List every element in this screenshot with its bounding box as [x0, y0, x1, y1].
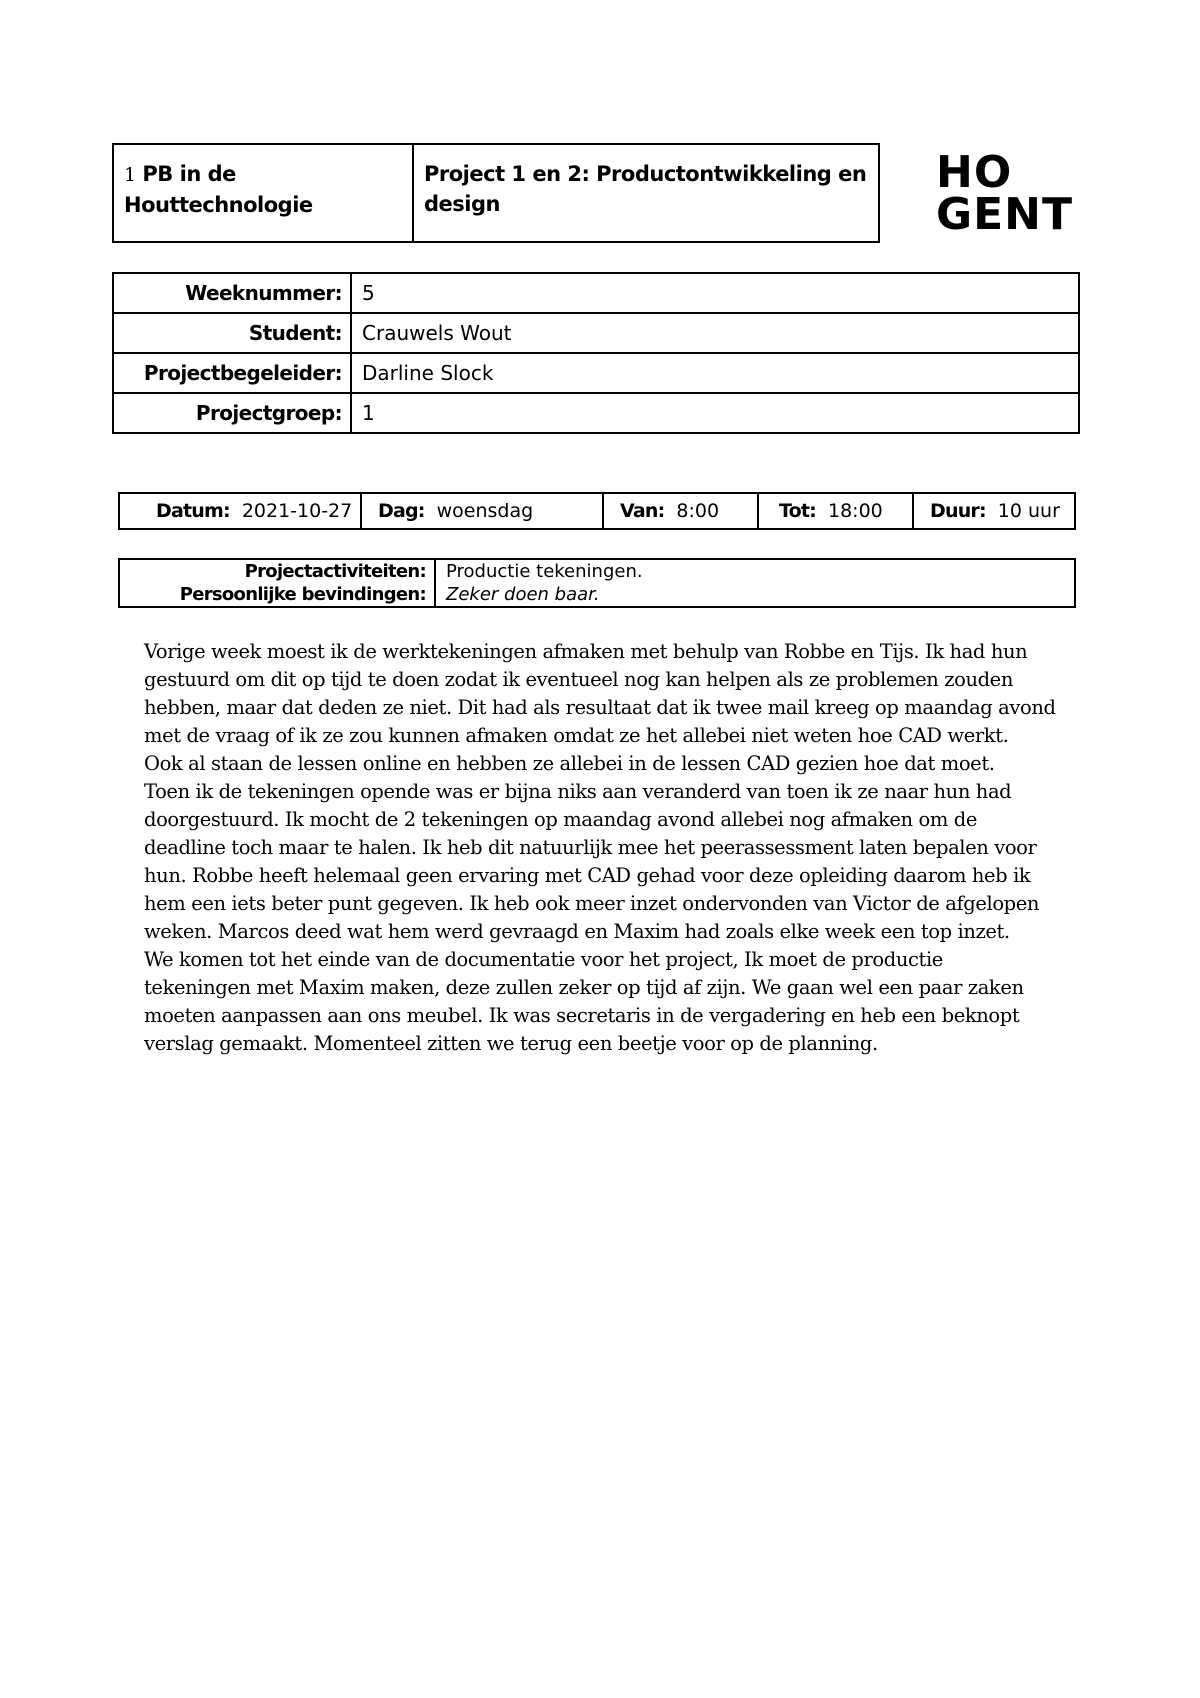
- info-value: Darline Slock: [362, 361, 494, 385]
- activities-values: [436, 560, 1074, 606]
- date-label: Datum:: [156, 500, 230, 522]
- day-label: Dag:: [378, 500, 425, 522]
- body-line: doorgestuurd. Ik mocht de 2 tekeningen op maandag avond allebei nog afmaken om de: [144, 808, 977, 831]
- activities-labels: [120, 560, 436, 606]
- body-line: verslag gemaakt. Momenteel zitten we terug een beetje voor op de planning.: [144, 1032, 878, 1055]
- logo-line1: HO: [936, 147, 1013, 198]
- project-title-line2: design: [424, 192, 500, 216]
- to-value: 18:00: [827, 500, 883, 522]
- info-label: Student:: [114, 314, 352, 352]
- report-body: [144, 638, 1084, 1058]
- body-line: deadline toch maar te halen. Ik heb dit natuurlijk mee het peerassessment laten bepalen voor: [144, 836, 1037, 859]
- hogent-logo: [936, 147, 1076, 240]
- day-value: woensdag: [436, 500, 534, 522]
- body-line: gestuurd om dit op tijd te doen zodat ik eventueel nog kan helpen als ze problemen zouden: [144, 668, 1013, 691]
- duration-cell: [914, 494, 1074, 528]
- body-line: Ook al staan de lessen online en hebben ze allebei in de lessen CAD gezien hoe dat moet.: [144, 752, 995, 775]
- info-row-weeknummer: [114, 274, 1078, 314]
- from-cell: [604, 494, 759, 528]
- logo-line2: GENT: [936, 189, 1074, 240]
- body-line: hebben, maar dat deden ze niet. Dit had als resultaat dat ik twee mail kreeg op maandag avond: [144, 696, 1056, 719]
- findings-value: Zeker doen baar.: [446, 584, 600, 605]
- info-label: Weeknummer:: [114, 274, 352, 312]
- project-cell: [414, 145, 878, 241]
- activities-value: Productie tekeningen.: [446, 561, 643, 582]
- project-title-line1: Project 1 en 2: Productontwikkeling en: [424, 162, 867, 186]
- program-number: 1: [124, 164, 136, 186]
- body-line: weken. Marcos deed wat hem werd gevraagd en Maxim had zoals elke week een top inzet.: [144, 920, 1010, 943]
- to-cell: [759, 494, 914, 528]
- info-table: [112, 272, 1080, 434]
- from-value: 8:00: [676, 500, 720, 522]
- info-value: Crauwels Wout: [362, 321, 512, 345]
- from-label: Van:: [620, 500, 665, 522]
- info-value: 5: [362, 281, 375, 305]
- body-line: hun. Robbe heeft helemaal geen ervaring met CAD gehad voor deze opleiding daarom heb ik: [144, 864, 1031, 887]
- info-row-student: [114, 314, 1078, 354]
- info-value: 1: [362, 401, 375, 425]
- header-table: [112, 143, 880, 243]
- body-line: moeten aanpassen aan ons meubel. Ik was secretaris in de vergadering en heb een beknopt: [144, 1004, 1020, 1027]
- duration-label: Duur:: [930, 500, 986, 522]
- body-line: met de vraag of ik ze zou kunnen afmaken omdat ze het allebei niet weten hoe CAD werkt.: [144, 724, 1009, 747]
- info-row-projectgroep: [114, 394, 1078, 432]
- findings-label: Persoonlijke bevindingen:: [179, 584, 426, 605]
- day-cell: [362, 494, 604, 528]
- session-table: [118, 492, 1076, 530]
- program-cell: [114, 145, 414, 241]
- date-value: 2021-10-27: [241, 500, 353, 522]
- body-line: tekeningen met Maxim maken, deze zullen zeker op tijd af zijn. We gaan wel een paar zaken: [144, 976, 1024, 999]
- info-row-projectbegeleider: [114, 354, 1078, 394]
- activities-label: Projectactiviteiten:: [244, 561, 426, 582]
- activities-table: [118, 558, 1076, 608]
- body-line: Toen ik de tekeningen opende was er bijna niks aan veranderd van toen ik ze naar hun had: [144, 780, 1012, 803]
- program-name-line2: Houttechnologie: [124, 193, 313, 217]
- duration-value: 10 uur: [997, 500, 1060, 522]
- body-line: We komen tot het einde van de documentatie voor het project, Ik moet de productie: [144, 948, 943, 971]
- to-label: Tot:: [779, 500, 816, 522]
- program-name-line1: PB in de: [142, 162, 236, 186]
- body-line: Vorige week moest ik de werktekeningen afmaken met behulp van Robbe en Tijs. Ik had hun: [144, 640, 1028, 663]
- date-cell: [120, 494, 362, 528]
- body-line: hem een iets beter punt gegeven. Ik heb ook meer inzet ondervonden van Victor de afgelopen: [144, 892, 1040, 915]
- info-label: Projectgroep:: [114, 394, 352, 432]
- info-label: Projectbegeleider:: [114, 354, 352, 392]
